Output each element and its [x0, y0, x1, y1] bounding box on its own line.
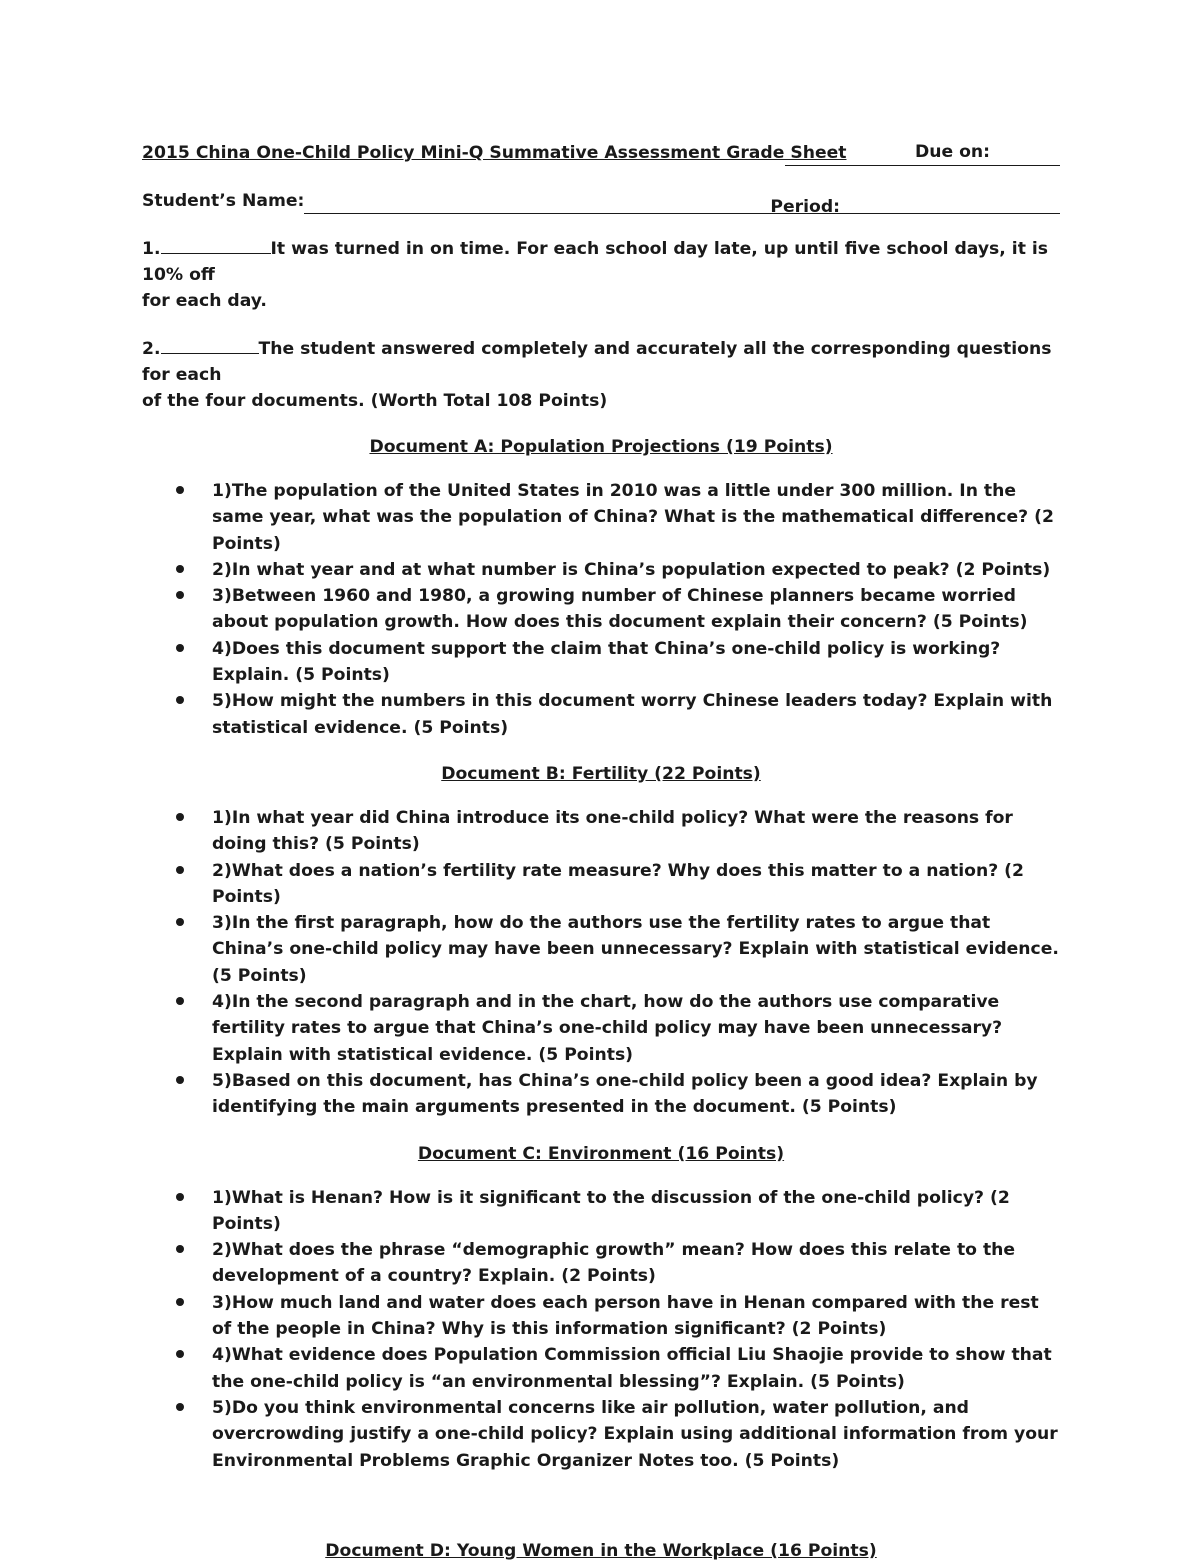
- due-date-field[interactable]: [990, 146, 1060, 166]
- bullet-icon: [176, 1076, 184, 1084]
- title-row: [142, 140, 1060, 166]
- bullet-icon: [176, 1245, 184, 1253]
- bullet-icon: [176, 696, 184, 704]
- criterion-text-cont: of the four documents. (Worth Total 108 Points): [142, 391, 608, 411]
- list-item: 5)Do you think environmental concerns like air pollution, water pollution, and overcrowding justify a one-child policy? Explain using additional information from your Environmental Problems Graphic Organizer Notes too. (5 Points): [142, 1395, 1060, 1474]
- due-label: Due on:: [785, 139, 990, 166]
- criterion-text-cont: for each day.: [142, 291, 267, 311]
- document-a-title: Document A: Population Projections (19 Points): [369, 437, 833, 457]
- list-item: 3)Between 1960 and 1980, a growing number of Chinese planners became worried about population growth. How does this document explain their concern? (5 Points): [142, 583, 1060, 636]
- criterion-text: The student answered completely and accurately all the corresponding questions for each: [142, 339, 1052, 385]
- document-c-heading: [142, 1141, 1060, 1167]
- list-item: 2)What does a nation’s fertility rate measure? Why does this matter to a nation? (2 Points): [142, 858, 1060, 911]
- document-b-heading: [142, 761, 1060, 787]
- bullet-icon: [176, 1193, 184, 1201]
- bullet-icon: [176, 565, 184, 573]
- criterion-number: 1.: [142, 239, 161, 259]
- list-item: 1)In what year did China introduce its one-child policy? What were the reasons for doing this? (5 Points): [142, 805, 1060, 858]
- bullet-icon: [176, 644, 184, 652]
- criterion-2-score-field[interactable]: [161, 334, 259, 354]
- list-item: 3)In the first paragraph, how do the authors use the fertility rates to argue that China’s one-child policy may have been unnecessary? Explain with statistical evidence. (5 Points): [142, 910, 1060, 989]
- list-item: 3)How much land and water does each person have in Henan compared with the rest of the people in China? Why is this information significant? (2 Points): [142, 1290, 1060, 1343]
- bullet-icon: [176, 1350, 184, 1358]
- document-c-title: Document C: Environment (16 Points): [417, 1143, 785, 1164]
- list-item: 4)Does this document support the claim that China’s one-child policy is working? Explain. (5 Points): [142, 636, 1060, 689]
- list-item: 4)What evidence does Population Commission official Liu Shaojie provide to show that the one-child policy is “an environmental blessing”? Explain. (5 Points): [142, 1342, 1060, 1395]
- list-item: 5)How might the numbers in this document worry Chinese leaders today? Explain with statistical evidence. (5 Points): [142, 688, 1060, 741]
- student-name-field[interactable]: [304, 194, 770, 214]
- list-item: 1)The population of the United States in 2010 was a little under 300 million. In the same year, what was the population of China? What is the mathematical difference? (2 Points): [142, 478, 1060, 557]
- period-label: Period:: [770, 194, 840, 214]
- document-a-questions: [142, 478, 1060, 741]
- document-b-title: Document B: Fertility (22 Points): [441, 763, 761, 784]
- bullet-icon: [176, 918, 184, 926]
- document-d-title: Document D: Young Women in the Workplace (16 Points): [325, 1540, 877, 1561]
- document-title: 2015 China One-Child Policy Mini-Q Summative Assessment Grade Sheet: [142, 143, 847, 163]
- document-a-heading: [142, 434, 1060, 460]
- criterion-1-score-field[interactable]: [161, 234, 271, 254]
- grade-sheet: [142, 140, 1060, 1564]
- document-d-heading: [142, 1538, 1060, 1564]
- document-b-questions: [142, 805, 1060, 1121]
- criterion-number: 2.: [142, 339, 161, 359]
- bullet-icon: [176, 1298, 184, 1306]
- student-row: [142, 188, 1060, 217]
- student-name-label: Student’s Name:: [142, 191, 305, 211]
- criterion-text: It was turned in on time. For each school day late, up until five school days, it is 10% off: [142, 239, 1049, 285]
- bullet-icon: [176, 866, 184, 874]
- list-item: 2)In what year and at what number is China’s population expected to peak? (2 Points): [142, 557, 1060, 583]
- bullet-icon: [176, 591, 184, 599]
- bullet-icon: [176, 1403, 184, 1411]
- bullet-icon: [176, 997, 184, 1005]
- period-field[interactable]: [840, 194, 1060, 214]
- criterion-1: [142, 234, 1060, 314]
- bullet-icon: [176, 486, 184, 494]
- list-item: 2)What does the phrase “demographic growth” mean? How does this relate to the development of a country? Explain. (2 Points): [142, 1237, 1060, 1290]
- list-item: 5)Based on this document, has China’s one-child policy been a good idea? Explain by identifying the main arguments presented in the document. (5 Points): [142, 1068, 1060, 1121]
- bullet-icon: [176, 813, 184, 821]
- list-item: 1)What is Henan? How is it significant to the discussion of the one-child policy? (2 Points): [142, 1185, 1060, 1238]
- criterion-2: [142, 334, 1060, 414]
- list-item: 4)In the second paragraph and in the chart, how do the authors use comparative fertility rates to argue that China’s one-child policy may have been unnecessary? Explain with statistical evidence. (5 Points): [142, 989, 1060, 1068]
- document-c-questions: [142, 1185, 1060, 1474]
